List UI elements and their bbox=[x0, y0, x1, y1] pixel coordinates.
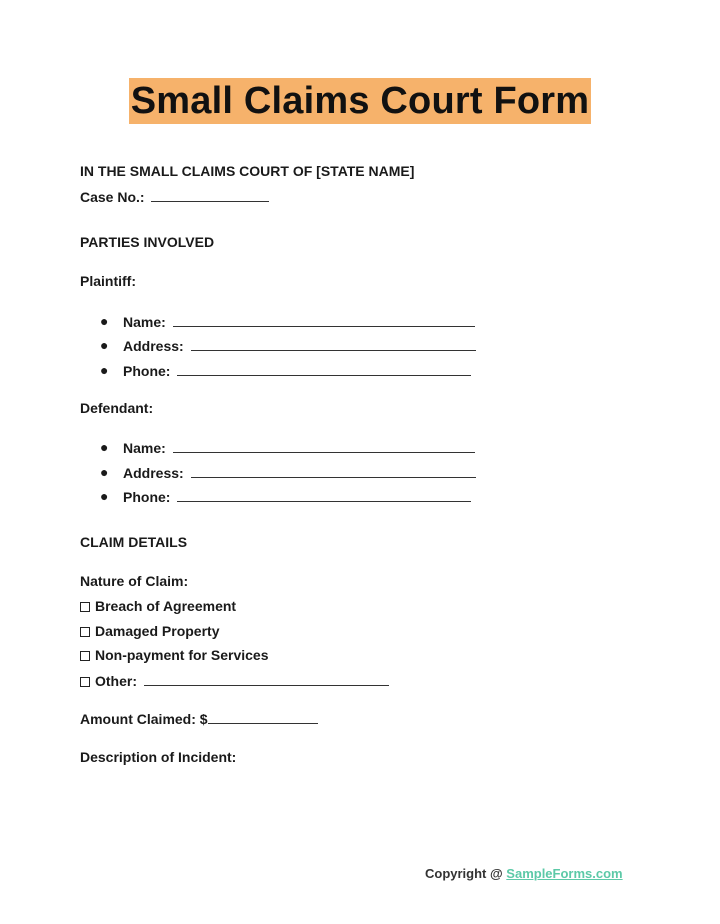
plaintiff-name-label: Name: bbox=[123, 314, 166, 330]
parties-heading: PARTIES INVOLVED bbox=[80, 234, 215, 250]
plaintiff-phone-blank[interactable] bbox=[177, 361, 471, 376]
plaintiff-label: Plaintiff: bbox=[80, 273, 136, 289]
other-claim-blank[interactable] bbox=[144, 671, 389, 686]
bullet-dot-icon: ● bbox=[100, 488, 109, 504]
copyright-footer bbox=[425, 866, 623, 881]
claim-option-other[interactable] bbox=[80, 671, 389, 690]
plaintiff-address-label: Address: bbox=[123, 338, 184, 354]
claim-option-label: Other: bbox=[95, 673, 137, 689]
empty-checkbox-icon[interactable] bbox=[80, 627, 90, 637]
description-label: Description of Incident: bbox=[80, 749, 237, 765]
empty-checkbox-icon[interactable] bbox=[80, 602, 90, 612]
brand-link[interactable]: SampleForms.com bbox=[506, 866, 623, 881]
court-heading: IN THE SMALL CLAIMS COURT OF [STATE NAME] bbox=[80, 163, 415, 179]
empty-checkbox-icon[interactable] bbox=[80, 677, 90, 687]
defendant-label: Defendant: bbox=[80, 400, 154, 416]
plaintiff-name-blank[interactable] bbox=[173, 312, 475, 327]
bullet-dot-icon: ● bbox=[100, 439, 109, 455]
defendant-address-label: Address: bbox=[123, 465, 184, 481]
defendant-name-blank[interactable] bbox=[173, 438, 475, 453]
bullet-dot-icon: ● bbox=[100, 337, 109, 353]
plaintiff-phone-row bbox=[123, 361, 471, 380]
copyright-prefix: Copyright @ bbox=[425, 866, 507, 881]
case-number-label: Case No.: bbox=[80, 189, 145, 205]
claim-option-label: Damaged Property bbox=[95, 623, 220, 639]
claim-option-label: Non-payment for Services bbox=[95, 647, 269, 663]
amount-claimed-row bbox=[80, 709, 318, 728]
empty-checkbox-icon[interactable] bbox=[80, 651, 90, 661]
claim-option-damaged-property[interactable] bbox=[80, 622, 219, 640]
defendant-address-row bbox=[123, 463, 476, 482]
bullet-dot-icon: ● bbox=[100, 313, 109, 329]
bullet-dot-icon: ● bbox=[100, 464, 109, 480]
defendant-name-row bbox=[123, 438, 475, 457]
page-title: Small Claims Court Form bbox=[130, 80, 590, 122]
case-number-row bbox=[80, 187, 269, 206]
plaintiff-address-blank[interactable] bbox=[191, 336, 476, 351]
plaintiff-address-row bbox=[123, 336, 476, 355]
defendant-name-label: Name: bbox=[123, 440, 166, 456]
claim-option-breach[interactable] bbox=[80, 597, 236, 615]
claim-heading: CLAIM DETAILS bbox=[80, 534, 188, 550]
plaintiff-name-row bbox=[123, 312, 475, 331]
defendant-address-blank[interactable] bbox=[191, 463, 476, 478]
plaintiff-phone-label: Phone: bbox=[123, 363, 171, 379]
case-number-blank[interactable] bbox=[151, 187, 269, 202]
claim-option-label: Breach of Agreement bbox=[95, 598, 237, 614]
defendant-phone-blank[interactable] bbox=[177, 487, 471, 502]
title-container bbox=[0, 78, 720, 124]
nature-of-claim-label: Nature of Claim: bbox=[80, 573, 189, 589]
defendant-phone-row bbox=[123, 487, 471, 506]
amount-claimed-blank[interactable] bbox=[208, 709, 318, 724]
bullet-dot-icon: ● bbox=[100, 362, 109, 378]
amount-claimed-label: Amount Claimed: $ bbox=[80, 711, 208, 727]
defendant-phone-label: Phone: bbox=[123, 489, 171, 505]
claim-option-non-payment[interactable] bbox=[80, 646, 269, 664]
